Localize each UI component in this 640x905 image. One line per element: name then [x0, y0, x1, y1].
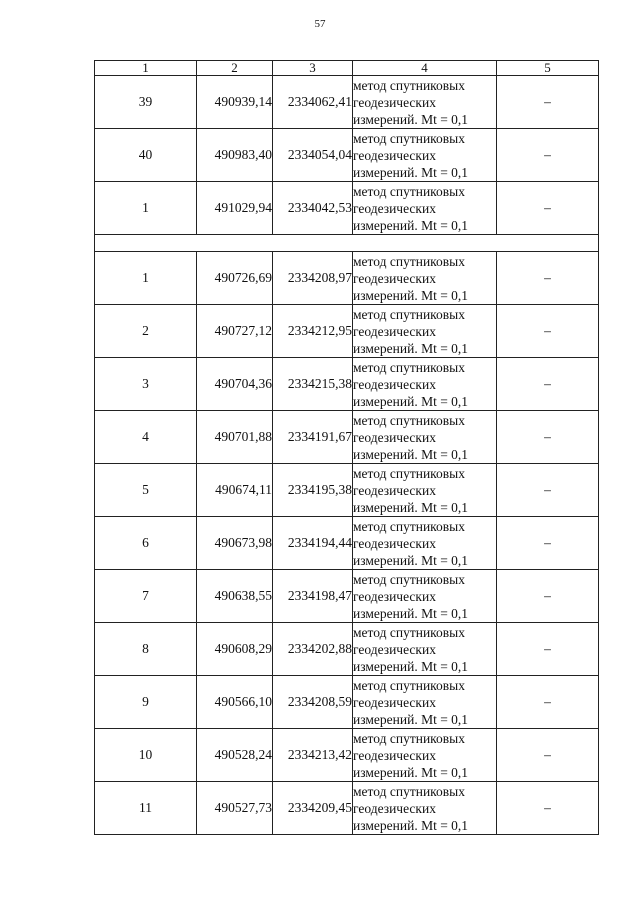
measurement-method: метод спутниковых геодезических измерений. Mt = 0,1: [353, 782, 497, 835]
y-coordinate: 2334194,44: [273, 517, 353, 570]
x-coordinate: 490674,11: [197, 464, 273, 517]
note-cell: –: [497, 252, 599, 305]
table-row: [95, 623, 599, 676]
y-coordinate: 2334209,45: [273, 782, 353, 835]
x-coordinate: 490527,73: [197, 782, 273, 835]
measurement-method: метод спутниковых геодезических измерений. Mt = 0,1: [353, 517, 497, 570]
measurement-method: метод спутниковых геодезических измерений. Mt = 0,1: [353, 76, 497, 129]
point-number: 6: [95, 517, 197, 570]
point-number: 7: [95, 570, 197, 623]
measurement-method: метод спутниковых геодезических измерений. Mt = 0,1: [353, 182, 497, 235]
measurement-method: метод спутниковых геодезических измерений. Mt = 0,1: [353, 729, 497, 782]
note-cell: –: [497, 182, 599, 235]
y-coordinate: 2334195,38: [273, 464, 353, 517]
y-coordinate: 2334208,59: [273, 676, 353, 729]
point-number: 40: [95, 129, 197, 182]
point-number: 1: [95, 252, 197, 305]
measurement-method: метод спутниковых геодезических измерений. Mt = 0,1: [353, 411, 497, 464]
note-cell: –: [497, 729, 599, 782]
point-number: 9: [95, 676, 197, 729]
measurement-method: метод спутниковых геодезических измерений. Mt = 0,1: [353, 464, 497, 517]
y-coordinate: 2334062,41: [273, 76, 353, 129]
table-row: [95, 464, 599, 517]
table-row: [95, 129, 599, 182]
x-coordinate: 490608,29: [197, 623, 273, 676]
table-row: [95, 782, 599, 835]
measurement-method: метод спутниковых геодезических измерений. Mt = 0,1: [353, 305, 497, 358]
note-cell: –: [497, 782, 599, 835]
y-coordinate: 2334212,95: [273, 305, 353, 358]
y-coordinate: 2334054,04: [273, 129, 353, 182]
point-number: 3: [95, 358, 197, 411]
group-separator-row: [95, 235, 599, 252]
x-coordinate: 490566,10: [197, 676, 273, 729]
note-cell: –: [497, 676, 599, 729]
measurement-method: метод спутниковых геодезических измерений. Mt = 0,1: [353, 570, 497, 623]
note-cell: –: [497, 129, 599, 182]
x-coordinate: 490638,55: [197, 570, 273, 623]
table-row: [95, 570, 599, 623]
group-separator-cell: [95, 235, 599, 252]
note-cell: –: [497, 358, 599, 411]
table-row: [95, 411, 599, 464]
coordinates-table: [94, 60, 599, 835]
y-coordinate: 2334213,42: [273, 729, 353, 782]
table-row: [95, 182, 599, 235]
point-number: 11: [95, 782, 197, 835]
y-coordinate: 2334202,88: [273, 623, 353, 676]
header-cell-3: 3: [273, 61, 353, 76]
note-cell: –: [497, 570, 599, 623]
note-cell: –: [497, 623, 599, 676]
header-cell-4: 4: [353, 61, 497, 76]
x-coordinate: 490939,14: [197, 76, 273, 129]
table-row: [95, 76, 599, 129]
header-cell-5: 5: [497, 61, 599, 76]
header-row: [95, 61, 599, 76]
measurement-method: метод спутниковых геодезических измерений. Mt = 0,1: [353, 676, 497, 729]
x-coordinate: 490983,40: [197, 129, 273, 182]
point-number: 10: [95, 729, 197, 782]
y-coordinate: 2334208,97: [273, 252, 353, 305]
x-coordinate: 490701,88: [197, 411, 273, 464]
header-cell-1: 1: [95, 61, 197, 76]
x-coordinate: 490673,98: [197, 517, 273, 570]
y-coordinate: 2334198,47: [273, 570, 353, 623]
note-cell: –: [497, 411, 599, 464]
table-row: [95, 517, 599, 570]
y-coordinate: 2334215,38: [273, 358, 353, 411]
note-cell: –: [497, 464, 599, 517]
note-cell: –: [497, 305, 599, 358]
y-coordinate: 2334042,53: [273, 182, 353, 235]
coordinates-table-body: [95, 61, 599, 835]
point-number: 4: [95, 411, 197, 464]
note-cell: –: [497, 76, 599, 129]
x-coordinate: 490528,24: [197, 729, 273, 782]
measurement-method: метод спутниковых геодезических измерений. Mt = 0,1: [353, 129, 497, 182]
x-coordinate: 490726,69: [197, 252, 273, 305]
x-coordinate: 490704,36: [197, 358, 273, 411]
point-number: 1: [95, 182, 197, 235]
measurement-method: метод спутниковых геодезических измерений. Mt = 0,1: [353, 623, 497, 676]
header-cell-2: 2: [197, 61, 273, 76]
note-cell: –: [497, 517, 599, 570]
page-number: 57: [314, 18, 326, 30]
table-row: [95, 252, 599, 305]
point-number: 8: [95, 623, 197, 676]
y-coordinate: 2334191,67: [273, 411, 353, 464]
table-row: [95, 358, 599, 411]
x-coordinate: 491029,94: [197, 182, 273, 235]
point-number: 39: [95, 76, 197, 129]
point-number: 2: [95, 305, 197, 358]
measurement-method: метод спутниковых геодезических измерений. Mt = 0,1: [353, 358, 497, 411]
point-number: 5: [95, 464, 197, 517]
measurement-method: метод спутниковых геодезических измерений. Mt = 0,1: [353, 252, 497, 305]
table-row: [95, 676, 599, 729]
x-coordinate: 490727,12: [197, 305, 273, 358]
table-row: [95, 729, 599, 782]
table-row: [95, 305, 599, 358]
